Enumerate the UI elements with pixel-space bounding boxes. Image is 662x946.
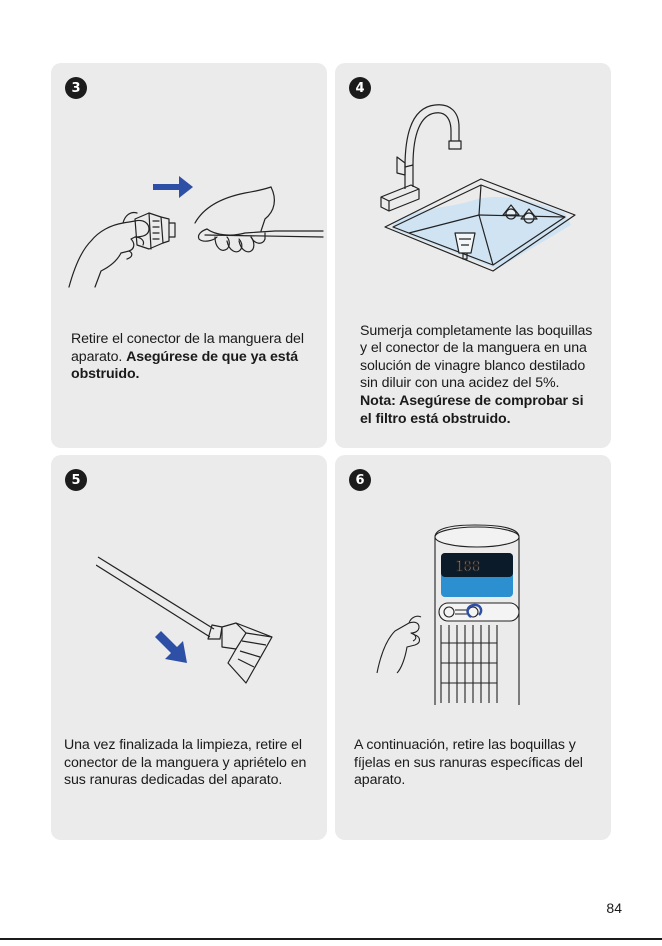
page-number: 84 <box>606 900 622 916</box>
step-6-card <box>335 455 611 840</box>
step-4-text-regular: Sumerja completamente las boquillas y el conector de la manguera en una solución de vinagre blanco destilado sin diluir con una acidez del 5%. <box>360 322 593 392</box>
step-5-text-regular: Una vez finalizada la limpieza, retire el conector de la manguera y apriételo en sus ranuras dedicadas del aparato. <box>64 737 307 789</box>
down-right-arrow-icon <box>155 631 189 665</box>
step-3-card <box>51 63 327 448</box>
step-6-text-regular: A continuación, retire las boquillas y fíjelas en sus ranuras específicas del aparato. <box>354 737 583 789</box>
step-4-text-note: Nota: Asegúrese de comprobar si el filtro está obstruido. <box>360 392 584 427</box>
step-4-card <box>335 63 611 448</box>
step-4-text <box>360 305 594 428</box>
remove-hose-connector-illustration <box>65 175 327 295</box>
step-3-text-bold: Asegúrese de que ya está obstruido. <box>71 348 298 383</box>
step-5-card <box>51 455 327 840</box>
step-6-badge: 6 <box>349 469 371 491</box>
right-arrow-icon <box>153 176 193 198</box>
tower-fan-nozzle-illustration <box>375 523 535 708</box>
sink-soaking-illustration <box>375 97 580 272</box>
attach-hose-connector-illustration <box>96 553 286 688</box>
footer-rule <box>0 938 662 940</box>
step-3-badge: 3 <box>65 77 87 99</box>
display-readout: 188 <box>455 559 481 575</box>
step-3-text <box>71 331 311 384</box>
step-6-text <box>354 737 604 790</box>
step-5-text <box>64 737 314 790</box>
step-5-badge: 5 <box>65 469 87 491</box>
step-4-badge: 4 <box>349 77 371 99</box>
step-3-text-regular: Retire el conector de la manguera del aparato. <box>71 331 304 365</box>
